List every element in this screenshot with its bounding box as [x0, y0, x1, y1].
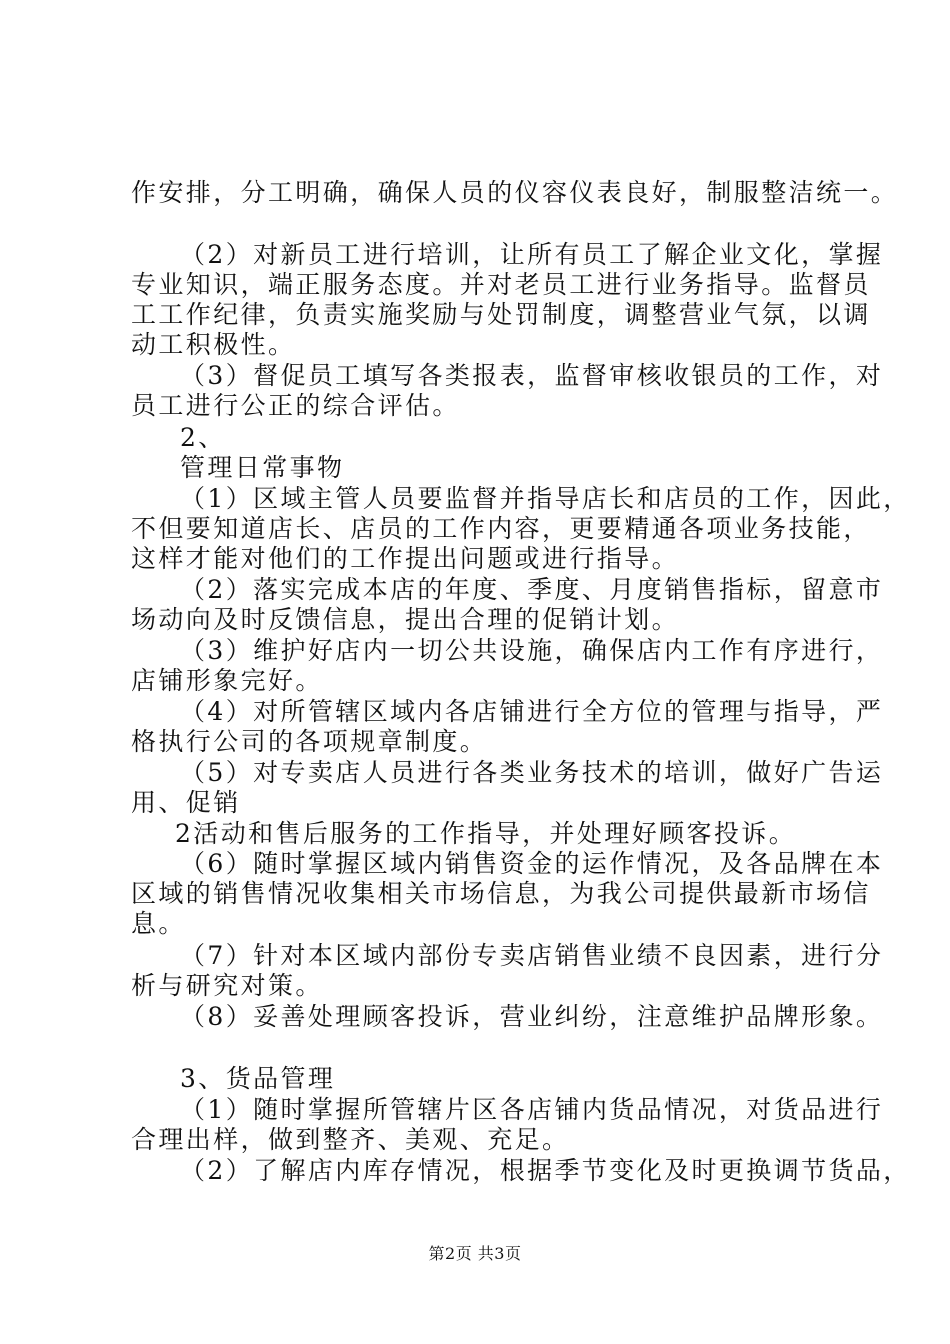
text-line: （2）了解店内库存情况，根据季节变化及时更换调节货品， — [180, 1156, 911, 1185]
text-line: 格执行公司的各项规章制度。 — [131, 727, 488, 756]
text-line: （6）随时掌握区域内销售资金的运作情况，及各品牌在本 — [180, 849, 884, 878]
text-line: 作安排，分工明确，确保人员的仪容仪表良好，制服整洁统一。 — [131, 178, 899, 207]
text-line: 店铺形象完好。 — [131, 666, 323, 695]
section-heading: 3、货品管理 — [180, 1064, 336, 1093]
text-line: 动工积极性。 — [131, 330, 296, 359]
page-number-footer: 第2页 共3页 — [428, 1244, 522, 1263]
text-line: 息。 — [131, 909, 186, 938]
text-line: 员工进行公正的综合评估。 — [131, 391, 460, 420]
text-line: 析与研究对策。 — [131, 971, 323, 1000]
text-line: 工工作纪律，负责实施奖励与处罚制度，调整营业气氛，以调 — [131, 300, 871, 329]
text-line: （7）针对本区域内部份专卖店销售业绩不良因素，进行分 — [180, 941, 884, 970]
text-line: （3）督促员工填写各类报表，监督审核收银员的工作，对 — [180, 361, 884, 390]
section-heading-number: 2、 — [180, 423, 226, 452]
section-heading: 管理日常事物 — [180, 453, 345, 482]
text-line: 场动向及时反馈信息，提出合理的促销计划。 — [131, 605, 680, 634]
text-line: （8）妥善处理顾客投诉，营业纠纷，注意维护品牌形象。 — [180, 1002, 884, 1031]
text-line: 合理出样，做到整齐、美观、充足。 — [131, 1125, 570, 1154]
text-line: 专业知识，端正服务态度。并对老员工进行业务指导。监督员 — [131, 270, 871, 299]
text-line: （2）对新员工进行培训，让所有员工了解企业文化，掌握 — [180, 240, 884, 269]
text-line: （3）维护好店内一切公共设施，确保店内工作有序进行， — [180, 636, 884, 665]
text-line: （2）落实完成本店的年度、季度、月度销售指标，留意市 — [180, 575, 884, 604]
text-line: 2活动和售后服务的工作指导，并处理好顾客投诉。 — [175, 819, 797, 848]
text-line: 区域的销售情况收集相关市场信息，为我公司提供最新市场信 — [131, 879, 871, 908]
text-line: （5）对专卖店人员进行各类业务技术的培训，做好广告运 — [180, 758, 884, 787]
text-line: 用、促销 — [131, 788, 241, 817]
text-line: （4）对所管辖区域内各店铺进行全方位的管理与指导，严 — [180, 697, 884, 726]
text-line: 这样才能对他们的工作提出问题或进行指导。 — [131, 544, 680, 573]
text-line: （1）区域主管人员要监督并指导店长和店员的工作，因此， — [180, 484, 911, 513]
text-line: （1）随时掌握所管辖片区各店铺内货品情况，对货品进行 — [180, 1095, 884, 1124]
text-line: 不但要知道店长、店员的工作内容，更要精通各项业务技能， — [131, 514, 871, 543]
